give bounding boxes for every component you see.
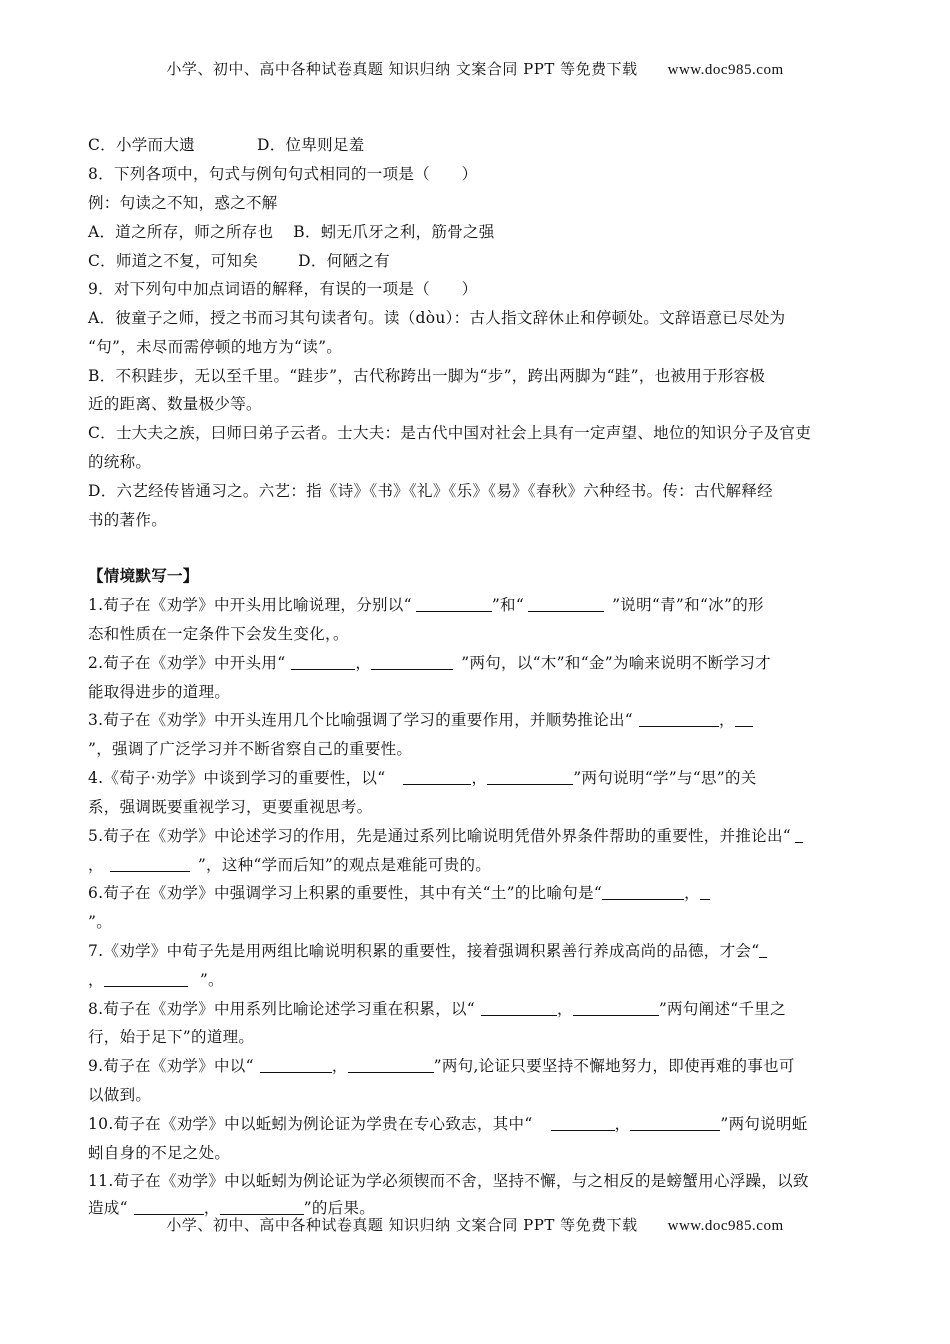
q8-options-ab: [88, 220, 495, 242]
answer-blank[interactable]: [487, 770, 573, 785]
recitation-item-9: 9.荀子在《劝学》中以“ ， ”两句,论证只要坚持不懈地努力，即使再难的事也可: [88, 1057, 795, 1075]
recitation-item-8-cont: 行，始于足下”的道理。: [88, 1028, 255, 1046]
answer-blank[interactable]: [551, 1116, 615, 1131]
recitation-item-3: 3.荀子在《劝学》中开头连用几个比喻强调了学习的重要作用，并顺势推论出“ ，: [88, 708, 753, 730]
footer-text: 小学、初中、高中各种试卷真题 知识归纳 文案合同 PPT 等免费下载: [166, 1216, 638, 1234]
recitation-item-1: 1.荀子在《劝学》中开头用比喻说理，分别以“ ”和“ ”说明“青”和“冰”的形: [88, 596, 764, 614]
recitation-item-7: 7.《劝学》中荀子先是用两组比喻说明积累的重要性，接着强调积累善行养成高尚的品德，才会“: [88, 939, 767, 961]
q8-option-b: B．蚓无爪牙之利，筋骨之强: [293, 223, 495, 241]
answer-blank[interactable]: [260, 1058, 332, 1073]
q7-options: [88, 133, 365, 155]
answer-blank[interactable]: [528, 597, 604, 612]
q9-option-c-line2: 的统称。: [88, 453, 152, 471]
answer-blank[interactable]: [291, 655, 355, 670]
answer-blank[interactable]: [481, 1001, 557, 1016]
answer-blank[interactable]: [573, 1001, 659, 1016]
q9-stem: 9．对下列句中加点词语的解释，有误的一项是（ ）: [88, 280, 478, 298]
answer-blank[interactable]: [735, 712, 753, 727]
header-site: www.doc985.com: [667, 62, 784, 78]
recitation-item-4-cont: 系，强调既要重视学习，更要重视思考。: [88, 798, 373, 816]
q8-stem: 8．下列各项中，句式与例句句式相同的一项是（ ）: [88, 165, 478, 183]
answer-blank[interactable]: [220, 1200, 304, 1215]
answer-blank[interactable]: [403, 770, 471, 785]
q8-options-cd: [88, 249, 390, 271]
recitation-item-10-cont: 蚓自身的不足之处。: [88, 1144, 231, 1162]
q8-option-a: A．道之所存，师之所存也: [88, 223, 274, 241]
recitation-item-10: 10.荀子在《劝学》中以蚯蚓为例论证为学贵在专心致志，其中“ ， ”两句说明蚯: [88, 1115, 808, 1133]
answer-blank[interactable]: [104, 972, 188, 987]
recitation-item-6-cont: ”。: [88, 913, 113, 931]
answer-blank[interactable]: [348, 1058, 434, 1073]
recitation-item-11: 11.荀子在《劝学》中以蚯蚓为例论证为学必须锲而不舍，坚持不懈，与之相反的是螃蟹用心浮躁，以致: [88, 1172, 809, 1190]
q9-option-d-line1: D．六艺经传皆通习之。六艺：指《诗》《书》《礼》《乐》《易》《春秋》六种经书。传：古代解释经: [88, 482, 773, 500]
recitation-item-4: 4.《荀子·劝学》中谈到学习的重要性，以“ ， ”两句说明“学”与“思”的关: [88, 769, 757, 787]
recitation-item-5-cont: ， ”，这种“学而后知”的观点是难能可贵的。: [88, 856, 492, 874]
recitation-item-3-cont: ”，强调了广泛学习并不断省察自己的重要性。: [88, 740, 413, 758]
answer-blank[interactable]: [371, 655, 453, 670]
q8-option-d: D．何陋之有: [298, 252, 390, 270]
answer-blank[interactable]: [416, 597, 492, 612]
q9-option-d-line2: 书的著作。: [88, 511, 168, 529]
recitation-item-7-cont: ， ”。: [88, 971, 224, 989]
recitation-item-5: 5.荀子在《劝学》中论述学习的作用，先是通过系列比喻说明凭借外界条件帮助的重要性，并推论出“: [88, 824, 803, 846]
page-footer: [0, 1214, 950, 1235]
footer-site: www.doc985.com: [667, 1218, 784, 1234]
q9-option-c-line1: C．士大夫之族，曰师曰弟子云者。士大夫：是古代中国对社会上具有一定声望、地位的知识分子及官吏: [88, 424, 812, 442]
answer-blank[interactable]: [630, 1116, 720, 1131]
recitation-item-6: 6.荀子在《劝学》中强调学习上积累的重要性，其中有关“土”的比喻句是“ ，: [88, 881, 710, 903]
page-header: [0, 58, 950, 79]
answer-blank[interactable]: [759, 943, 767, 958]
q8-example: 例：句读之不知，惑之不解: [88, 194, 278, 212]
answer-blank[interactable]: [602, 885, 684, 900]
recitation-item-1-cont: 态和性质在一定条件下会发生变化，。: [88, 625, 349, 643]
recitation-item-8: 8.荀子在《劝学》中用系列比喻论述学习重在积累，以“ ， ”两句阐述“千里之: [88, 1000, 786, 1018]
answer-blank[interactable]: [134, 1200, 204, 1215]
answer-blank[interactable]: [700, 885, 710, 900]
recitation-item-9-cont: 以做到。: [88, 1086, 152, 1104]
q8-option-c: C．师道之不复，可知矣: [88, 252, 259, 270]
q7-option-d: D．位卑则足羞: [256, 136, 365, 154]
section-title: 【情境默写一】: [88, 566, 199, 585]
recitation-item-11-cont: 造成“ ， ”的后果。: [88, 1199, 376, 1217]
q9-option-b-line2: 近的距离、数量极少等。: [88, 395, 262, 413]
answer-blank[interactable]: [795, 828, 803, 843]
q9-option-a-line2: “句”，未尽而需停顿的地方为“读”。: [88, 338, 343, 356]
recitation-item-2: 2.荀子在《劝学》中开头用“ ， ”两句，以“木”和“金”为喻来说明不断学习才: [88, 654, 771, 672]
q7-option-c: C．小学而大遗: [88, 136, 195, 154]
header-text: 小学、初中、高中各种试卷真题 知识归纳 文案合同 PPT 等免费下载: [166, 60, 638, 78]
recitation-item-2-cont: 能取得进步的道理。: [88, 683, 231, 701]
q9-option-a-line1: A．彼童子之师，授之书而习其句读者句。读（dòu）：古人指文辞休止和停顿处。文辞语意已尽处为: [88, 309, 786, 327]
q9-option-b-line1: B．不积跬步，无以至千里。“跬步”，古代称跨出一脚为“步”，跨出两脚为“跬”，也被用于形容极: [88, 367, 766, 385]
answer-blank[interactable]: [110, 857, 190, 872]
answer-blank[interactable]: [639, 712, 719, 727]
